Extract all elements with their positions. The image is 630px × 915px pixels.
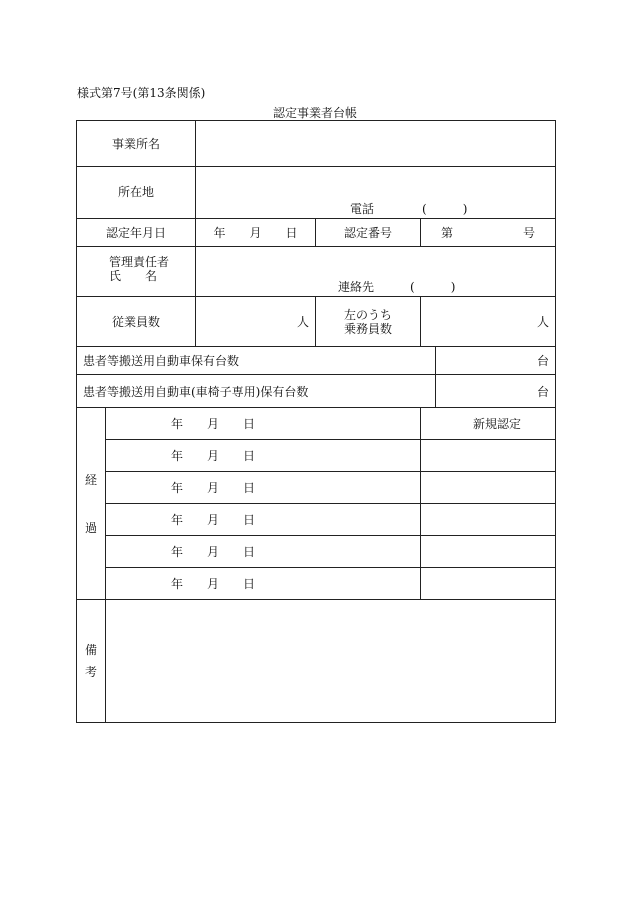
remarks-label-char1: 備: [84, 643, 97, 657]
history-month: 月: [207, 481, 220, 495]
remarks-label-char2: 考: [84, 665, 97, 679]
history-note-cell[interactable]: [421, 504, 556, 536]
history-year: 年: [171, 577, 184, 591]
drivers-label-line2: 乗務員数: [344, 321, 393, 336]
history-date-cell[interactable]: [106, 472, 421, 504]
remarks-label: [77, 600, 106, 723]
cert-no-label: 認定番号: [316, 219, 421, 247]
history-label: [77, 408, 106, 600]
manager-field[interactable]: [196, 247, 556, 297]
history-day: 日: [243, 545, 256, 559]
history-date-cell[interactable]: [106, 536, 421, 568]
registry-table: [76, 120, 556, 723]
page-title: 認定事業者台帳: [272, 106, 357, 120]
manager-label-line2: 氏 名: [109, 269, 158, 283]
manager-label-line1: 管理責任者: [109, 255, 170, 269]
cert-no-go: 号: [523, 226, 536, 240]
office-name-field[interactable]: [196, 121, 556, 167]
history-date-cell[interactable]: [106, 440, 421, 472]
remarks-field[interactable]: [106, 600, 556, 723]
contact-parens: ( ): [410, 280, 456, 294]
cert-day: 日: [285, 226, 298, 240]
history-year: 年: [171, 449, 184, 463]
history-month: 月: [207, 417, 220, 431]
contact-label: 連絡先: [338, 280, 375, 294]
cert-date-label: 認定年月日: [77, 219, 196, 247]
contact-line: [338, 278, 455, 295]
history-month: 月: [207, 545, 220, 559]
cert-date-field[interactable]: [196, 219, 316, 247]
history-row: [77, 504, 556, 536]
phone-label: 電話: [350, 202, 375, 216]
history-day: 日: [243, 513, 256, 527]
history-date-cell[interactable]: [106, 568, 421, 600]
history-month: 月: [207, 577, 220, 591]
history-row: [77, 408, 556, 440]
cert-no-field[interactable]: [421, 219, 556, 247]
employees-field[interactable]: [196, 297, 316, 347]
history-year: 年: [171, 513, 184, 527]
phone-parens: ( ): [422, 202, 468, 216]
history-date-cell[interactable]: [106, 408, 421, 440]
cert-month: 月: [249, 226, 262, 240]
history-day: 日: [243, 481, 256, 495]
wheelchair-vehicles-unit: 台: [537, 384, 550, 399]
drivers-label: [316, 297, 421, 347]
vehicles-field[interactable]: [436, 347, 556, 375]
wheelchair-vehicles-field[interactable]: [436, 375, 556, 408]
history-note-cell[interactable]: [421, 568, 556, 600]
address-label: 所在地: [77, 167, 196, 219]
vehicles-unit: 台: [537, 354, 550, 368]
history-month: 月: [207, 513, 220, 527]
history-year: 年: [171, 481, 184, 495]
history-day: 日: [243, 577, 256, 591]
address-field[interactable]: [196, 167, 556, 219]
history-note-cell[interactable]: [421, 536, 556, 568]
history-note-cell[interactable]: [421, 472, 556, 504]
history-note-cell[interactable]: [421, 440, 556, 472]
office-name-label: 事業所名: [77, 121, 196, 167]
drivers-label-line1: 左のうち: [344, 307, 393, 322]
history-note-cell[interactable]: 新規認定: [421, 408, 556, 440]
history-row: [77, 440, 556, 472]
employees-label: 従業員数: [77, 297, 196, 347]
employees-unit: 人: [297, 315, 310, 329]
history-year: 年: [171, 545, 184, 559]
history-day: 日: [243, 417, 256, 431]
history-row: [77, 536, 556, 568]
history-row: [77, 472, 556, 504]
drivers-unit: 人: [537, 315, 550, 329]
history-year: 年: [171, 417, 184, 431]
history-month: 月: [207, 449, 220, 463]
vehicles-label: 患者等搬送用自動車保有台数: [77, 347, 436, 375]
phone-line: [350, 200, 467, 217]
form-number: 様式第7号(第13条関係): [77, 86, 206, 100]
history-label-char1: 経: [84, 472, 97, 487]
cert-no-dai: 第: [441, 226, 454, 240]
history-label-char2: 過: [84, 520, 97, 535]
cert-year: 年: [213, 226, 226, 240]
history-day: 日: [243, 449, 256, 463]
wheelchair-vehicles-label: 患者等搬送用自動車(車椅子専用)保有台数: [77, 375, 436, 408]
history-date-cell[interactable]: [106, 504, 421, 536]
manager-label: [77, 247, 196, 297]
history-row: [77, 568, 556, 600]
drivers-field[interactable]: [421, 297, 556, 347]
